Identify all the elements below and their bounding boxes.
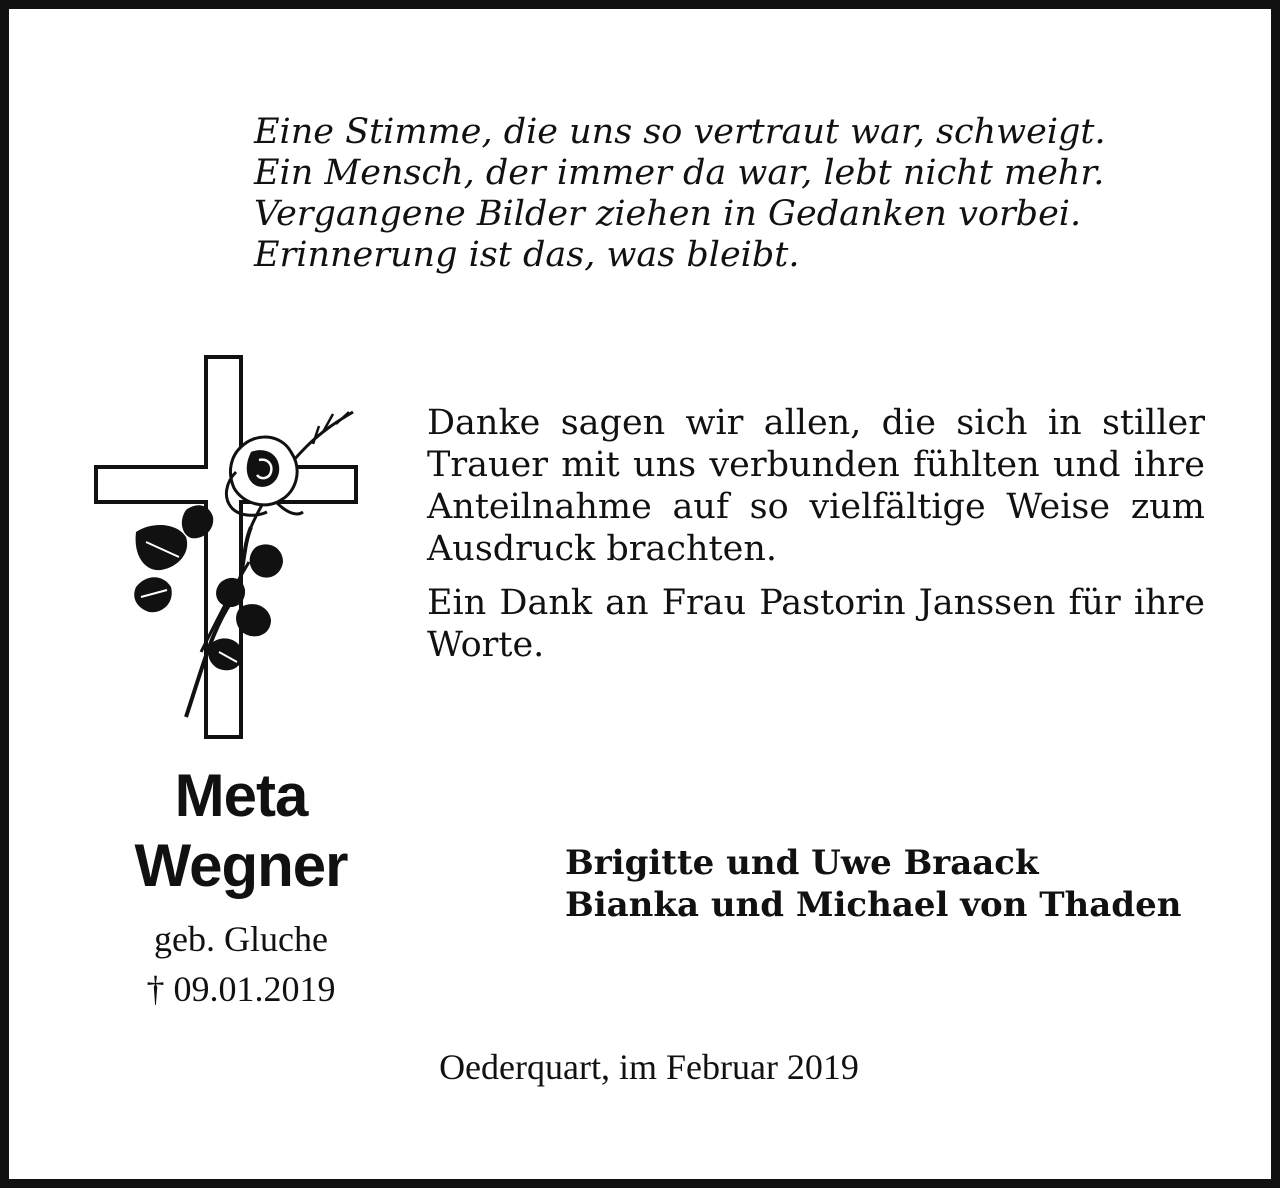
thanks-text	[427, 402, 1205, 666]
cross-with-rose-icon	[91, 352, 366, 742]
deceased-last-name: Wegner	[134, 832, 348, 899]
signer-name: Bianka und Michael von Thaden	[565, 885, 1182, 925]
signers	[565, 842, 1215, 926]
deceased-first-name: Meta	[174, 762, 308, 829]
poem-line: Eine Stimme, die uns so vertraut war, schweigt.	[254, 112, 1106, 152]
deceased-death-date: † 09.01.2019	[146, 969, 336, 1009]
thanks-paragraph: Ein Dank an Frau Pastorin Janssen für ihre Worte.	[427, 583, 1205, 665]
place-date: Oederquart, im Februar 2019	[439, 1047, 859, 1087]
poem-line: Vergangene Bilder ziehen in Gedanken vorbei.	[254, 194, 1082, 234]
thanks-paragraph: Danke sagen wir allen, die sich in stiller Trauer mit uns verbunden fühlten und ihre Anteilnahme auf so vielfältige Weise zum Ausdruck brachten.	[427, 403, 1205, 569]
deceased-born-name: geb. Gluche	[154, 919, 328, 959]
signer-name: Brigitte und Uwe Braack	[565, 843, 1039, 883]
poem-line: Erinnerung ist das, was bleibt.	[254, 235, 800, 275]
memorial-poem	[254, 112, 1214, 276]
poem-line: Ein Mensch, der immer da war, lebt nicht mehr.	[254, 153, 1105, 193]
